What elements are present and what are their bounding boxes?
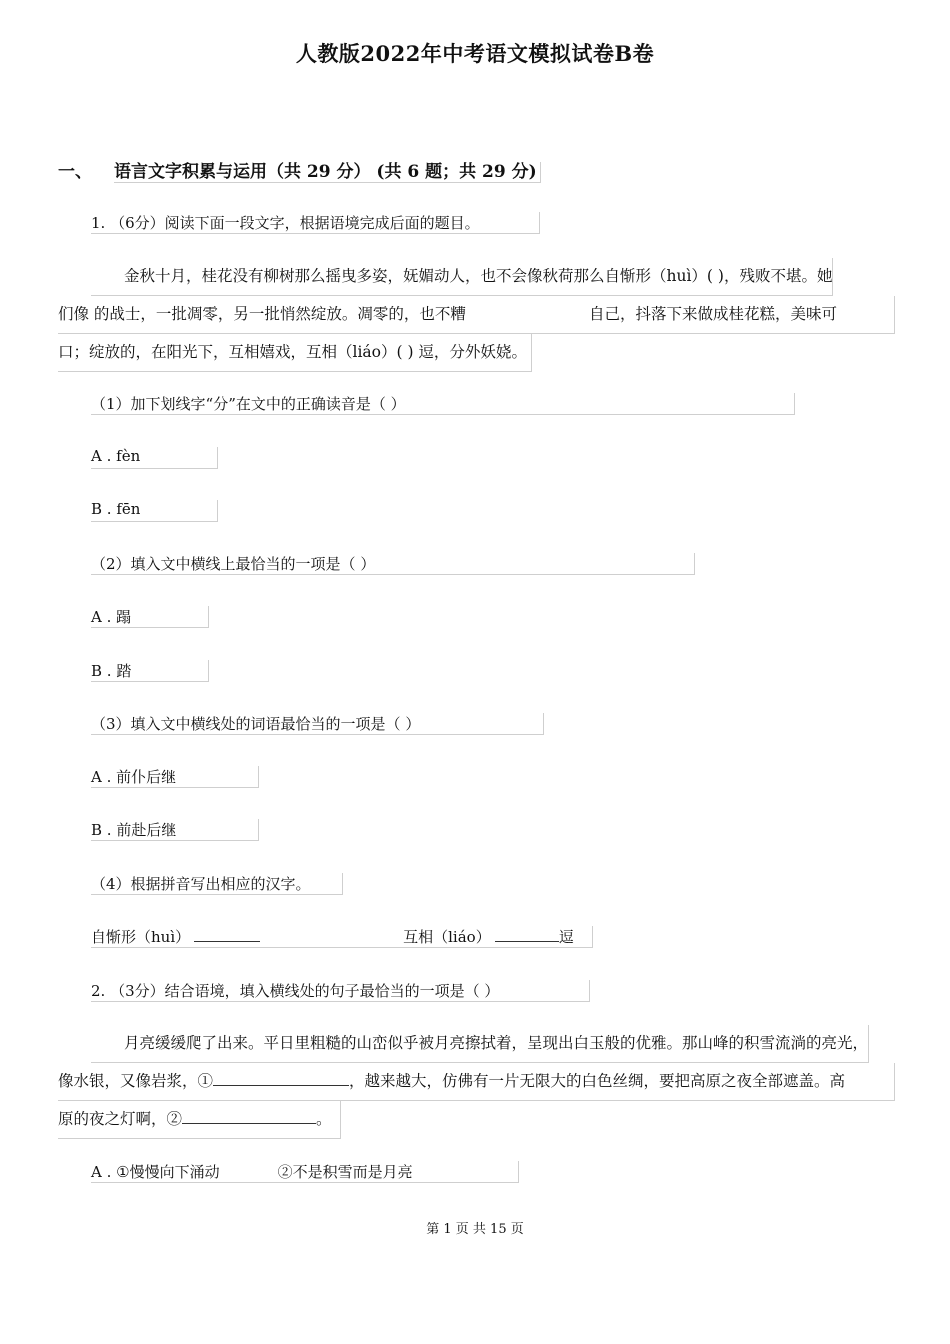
sub-question-1-option-b[interactable]: B . fēn <box>91 500 218 522</box>
answer-blank-1[interactable] <box>194 927 260 942</box>
q2-passage-line-2a: 像水银，又像岩浆，① <box>58 1072 214 1090</box>
q2-passage-line-1: 月亮缓缓爬了出来。平日里粗糙的山峦似乎被月亮擦拭着，呈现出白玉般的优雅。那山峰的积雪流淌的亮光， <box>91 1025 869 1063</box>
option-a-part-2: ②不是积雪而是月亮 <box>277 1163 413 1181</box>
sub-question-4-stem: （4）根据拼音写出相应的汉字。 <box>91 873 343 895</box>
q2-passage-line-3a: 原的夜之灯啊，② <box>58 1110 183 1128</box>
sub-question-1-stem: （1）加下划线字“分”在文中的正确读音是（ ） <box>91 393 795 415</box>
passage-line-2a: 们像 的战士，一批凋零，另一批悄然绽放。凋零的，也不糟 <box>58 305 466 323</box>
page-title: 人教版2022年中考语文模拟试卷B卷 <box>295 41 655 66</box>
q2-passage-line-3b: 。 <box>316 1110 332 1128</box>
q2-blank-2[interactable] <box>182 1109 316 1124</box>
q2-passage-line-3 <box>58 1101 341 1139</box>
question-2-stem: 2. （3分）结合语境，填入横线处的句子最恰当的一项是（ ） <box>91 980 590 1002</box>
q2-passage-line-2 <box>58 1063 895 1101</box>
sub-question-3-option-b[interactable]: B . 前赴后继 <box>91 819 259 841</box>
question-2-passage <box>58 1025 896 1139</box>
passage-line-1: 金秋十月，桂花没有柳树那么摇曳多姿，妩媚动人，也不会像秋荷那么自惭形（huì）( )，残败不堪。她 <box>91 258 833 296</box>
section-heading <box>58 157 541 182</box>
sub-question-3-stem: （3）填入文中横线处的词语最恰当的一项是（ ） <box>91 713 544 735</box>
question-1-stem: 1. （6分）阅读下面一段文字，根据语境完成后面的题目。 <box>91 212 540 234</box>
question-2-option-a[interactable] <box>91 1161 519 1183</box>
q2-blank-1[interactable] <box>213 1071 349 1086</box>
q2-passage-line-2b: ，越来越大，仿佛有一片无限大的白色丝绸，要把高原之夜全部遮盖。高 <box>349 1072 846 1090</box>
sub-question-4-answer-line <box>91 926 593 948</box>
sub-question-2-option-b[interactable]: B . 踏 <box>91 660 209 682</box>
answer-right-label: 互相（liáo） <box>403 928 491 946</box>
sub-question-2-option-a[interactable]: A . 蹋 <box>91 606 209 628</box>
page-footer: 第 1 页 共 15 页 <box>426 1222 524 1237</box>
answer-tail: 逗 <box>558 928 574 946</box>
section-heading-text: 语言文字积累与运用（共 29 分） (共 6 题；共 29 分) <box>114 162 541 183</box>
passage-line-2 <box>58 296 895 334</box>
answer-left-label: 自惭形（huì） <box>91 928 191 946</box>
sub-question-1-option-a[interactable]: A . fèn <box>91 447 218 469</box>
passage-line-2b: 自己，抖落下来做成桂花糕，美味可 <box>588 305 837 323</box>
question-1-passage <box>58 258 896 372</box>
sub-question-3-option-a[interactable]: A . 前仆后继 <box>91 766 259 788</box>
section-number: 一、 <box>58 162 92 182</box>
option-a-part-1: A . ①慢慢向下涌动 <box>91 1163 220 1181</box>
passage-line-3: 口；绽放的，在阳光下，互相嬉戏，互相（liáo）( ) 逗，分外妖娆。 <box>58 334 532 372</box>
sub-question-2-stem: （2）填入文中横线上最恰当的一项是（ ） <box>91 553 695 575</box>
answer-blank-2[interactable] <box>495 927 559 942</box>
